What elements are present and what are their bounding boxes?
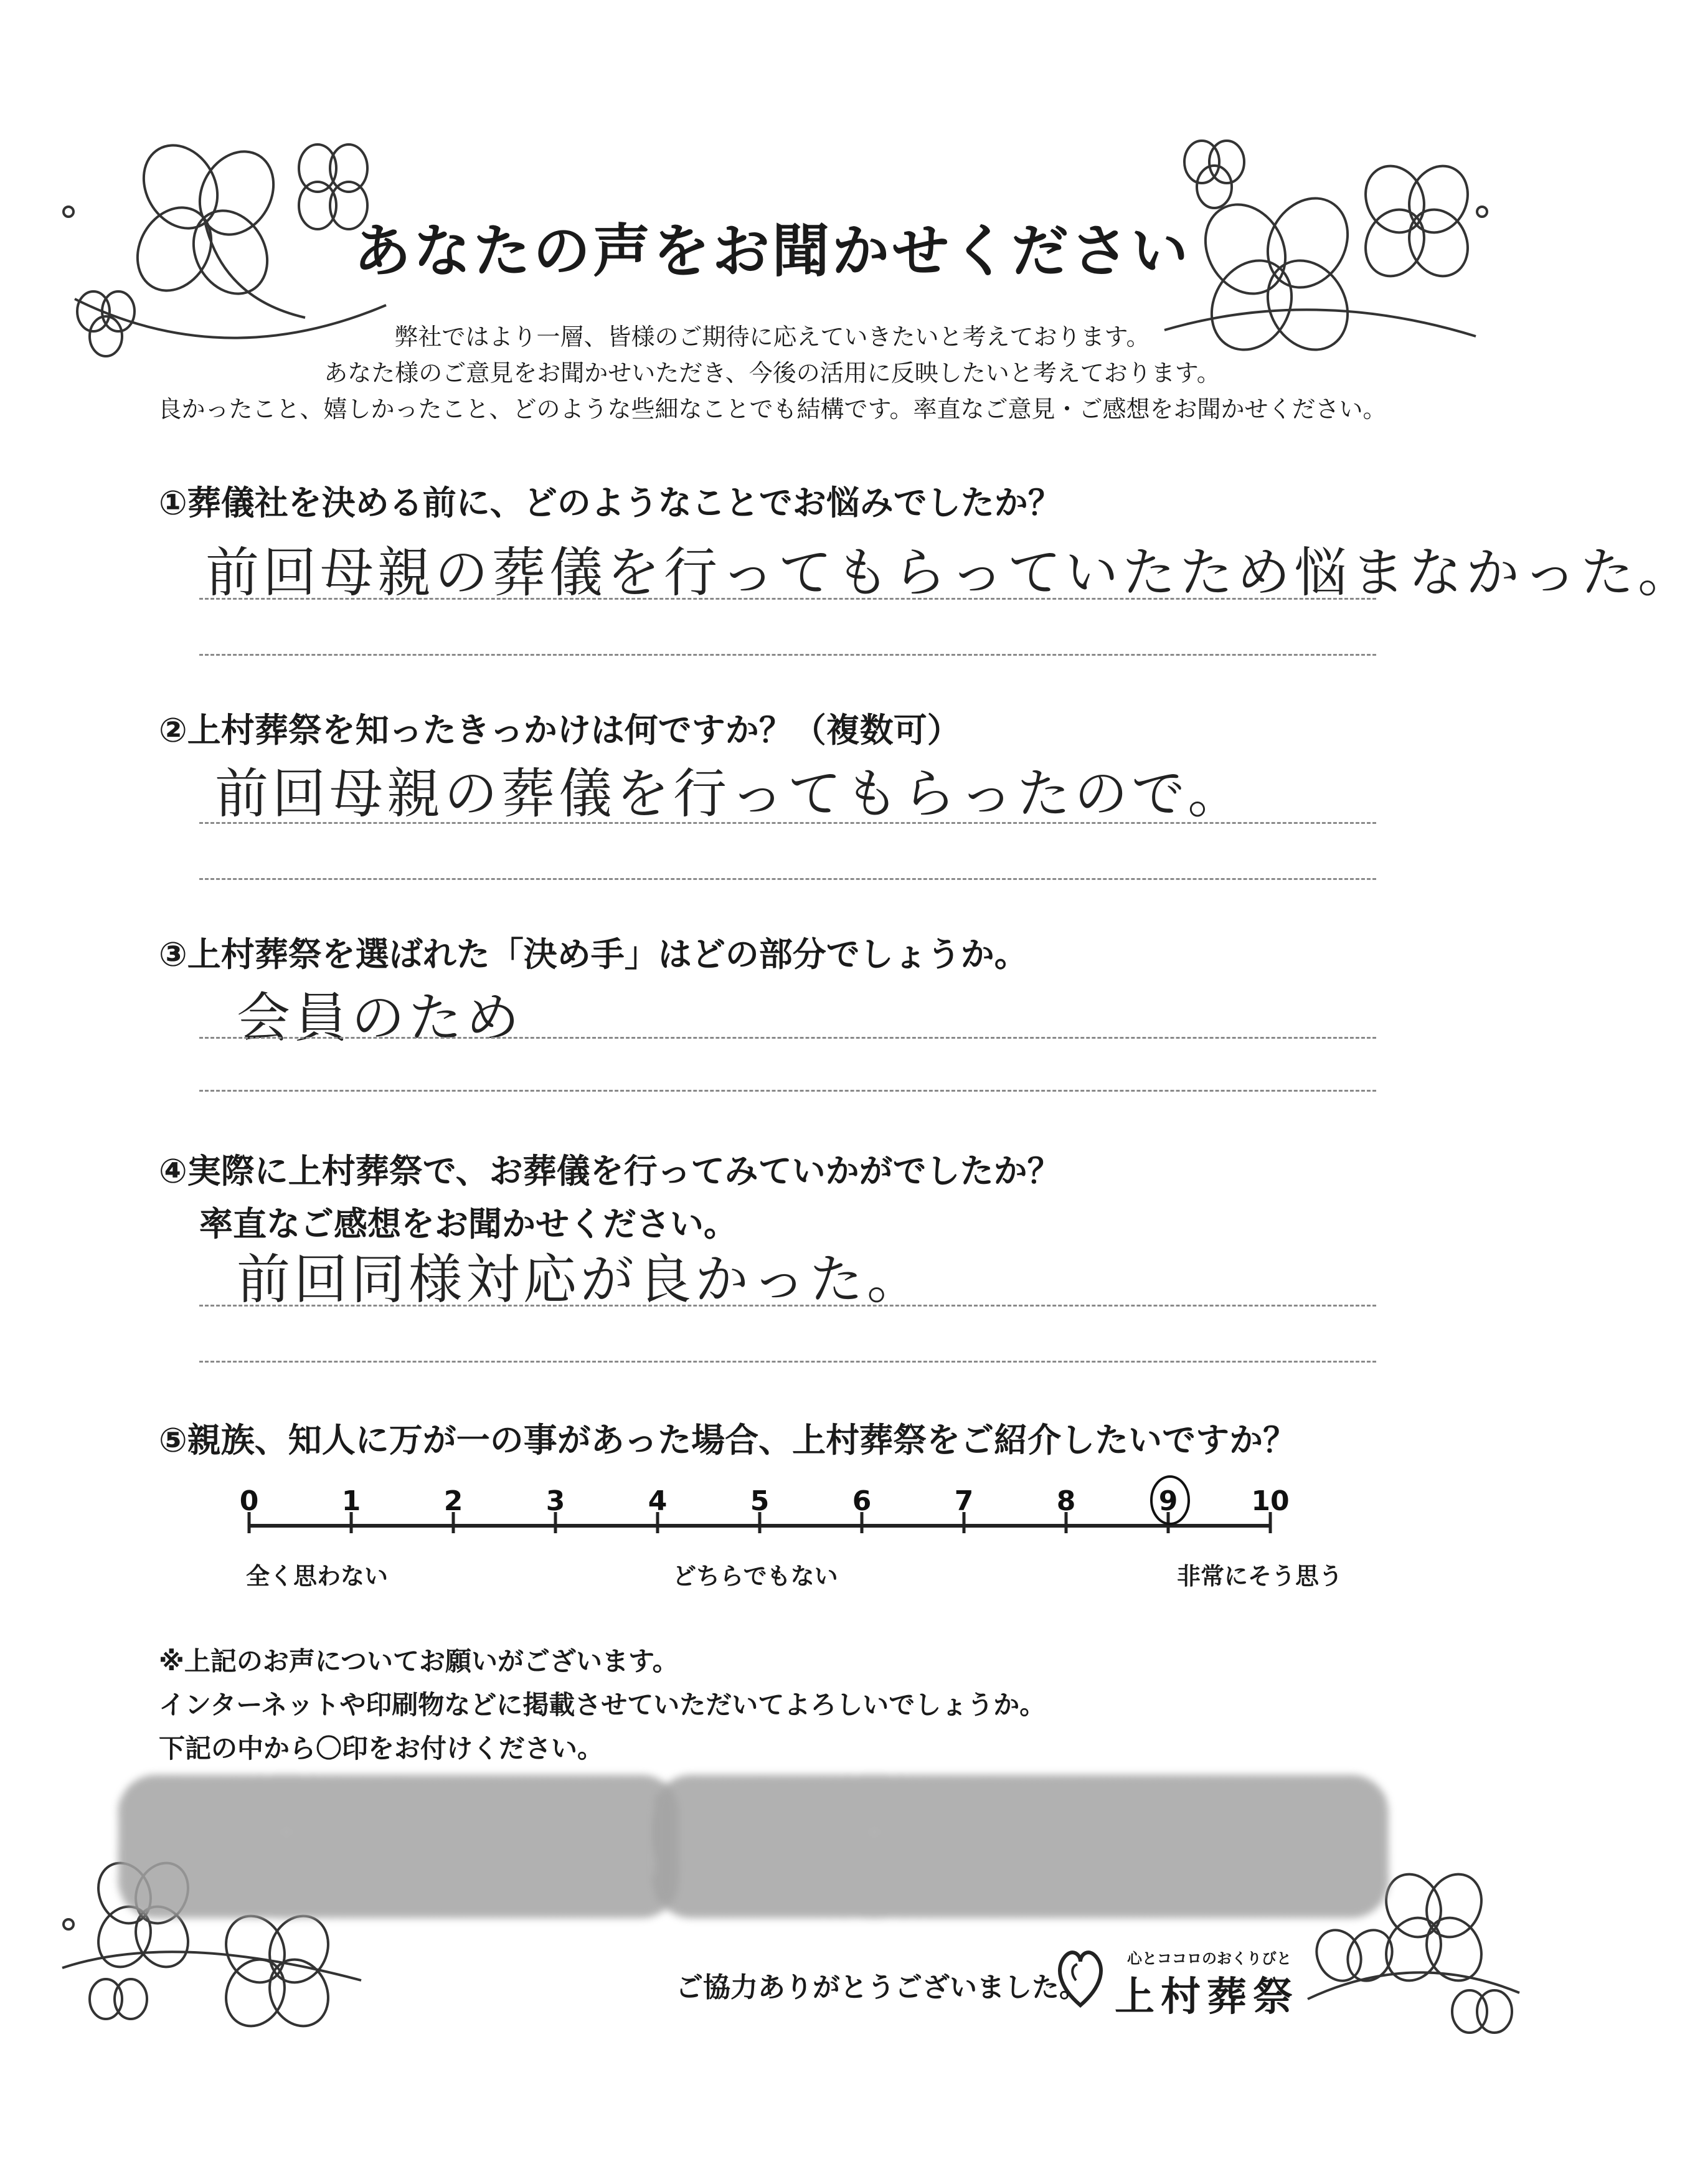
redacted-area (654, 1775, 1389, 1918)
scale-tick-label: 2 (443, 1485, 463, 1517)
question-5-label: ⑤親族、知人に万が一の事があった場合、上村葬祭をご紹介したいですか？ (159, 1421, 1297, 1460)
scale-tick-label: 10 (1251, 1485, 1290, 1517)
scale-tick-label: 8 (1056, 1485, 1076, 1517)
scale-label-high: 非常にそう思う (1177, 1562, 1343, 1590)
heart-logo-icon (1052, 1943, 1108, 2011)
logo-name: 上村葬祭 (1115, 1974, 1299, 2020)
question-3-answer: 会員のため (237, 987, 523, 1049)
question-4-answer: 前回同様対応が良かった。 (237, 1249, 924, 1311)
logo-tagline: 心とココロのおくりびと (1127, 1950, 1291, 1967)
intro-line-3: 良かったこと、嬉しかったこと、どのような些細なことでも結構です。率直なご意見・ご感想をお聞かせください。 (158, 395, 1387, 423)
page-title: あなたの声をお聞かせください (353, 218, 1191, 285)
scale-tick-label: 7 (954, 1485, 974, 1517)
scale-tick-label: 1 (341, 1485, 361, 1517)
scale-tick-label: 3 (545, 1485, 565, 1517)
scale-tick-label: 4 (648, 1485, 668, 1517)
scale-label-low: 全く思わない (246, 1562, 389, 1590)
question-4-label: ④実際に上村葬祭で、お葬儀を行ってみていかがでしたか？ (159, 1151, 1061, 1191)
question-3-label: ③上村葬祭を選ばれた「決め手」はどの部分でしょうか。 (159, 935, 1028, 974)
thanks-message: ご協力ありがとうございました。 (676, 1972, 1087, 2003)
question-2-label: ②上村葬祭を知ったきっかけは何ですか？（複数可） (159, 711, 961, 750)
intro-line-2: あなた様のご意見をお聞かせいただき、今後の活用に反映したいと考えております。 (324, 359, 1220, 387)
question-2-answer: 前回母親の葬儀を行ってもらったので。 (215, 763, 1245, 825)
scale-tick-label: 0 (239, 1485, 259, 1517)
scale-tick-label: 6 (852, 1485, 872, 1517)
question-1-label: ①葬儀社を決める前に、どのようなことでお悩みでしたか？ (159, 483, 1062, 522)
question-1-answer: 前回母親の葬儀を行ってもらっていたため悩まなかった。 (205, 542, 1695, 604)
note-line-2: インターネットや印刷物などに掲載させていただいてよろしいでしょうか。 (159, 1690, 1046, 1720)
scale-label-mid: どちらでもない (673, 1562, 838, 1590)
note-line-1: ※上記のお声についてお願いがございます。 (159, 1646, 679, 1676)
intro-line-1: 弊社ではより一層、皆様のご期待に応えていきたいと考えております。 (394, 323, 1150, 351)
scale-tick-label: 9 (1158, 1485, 1178, 1517)
question-4-sublabel: 率直なご感想をお聞かせください。 (199, 1204, 737, 1244)
scale-tick-label: 5 (750, 1485, 770, 1517)
redacted-area (118, 1775, 679, 1918)
note-line-3: 下記の中から〇印をお付けください。 (159, 1733, 604, 1764)
